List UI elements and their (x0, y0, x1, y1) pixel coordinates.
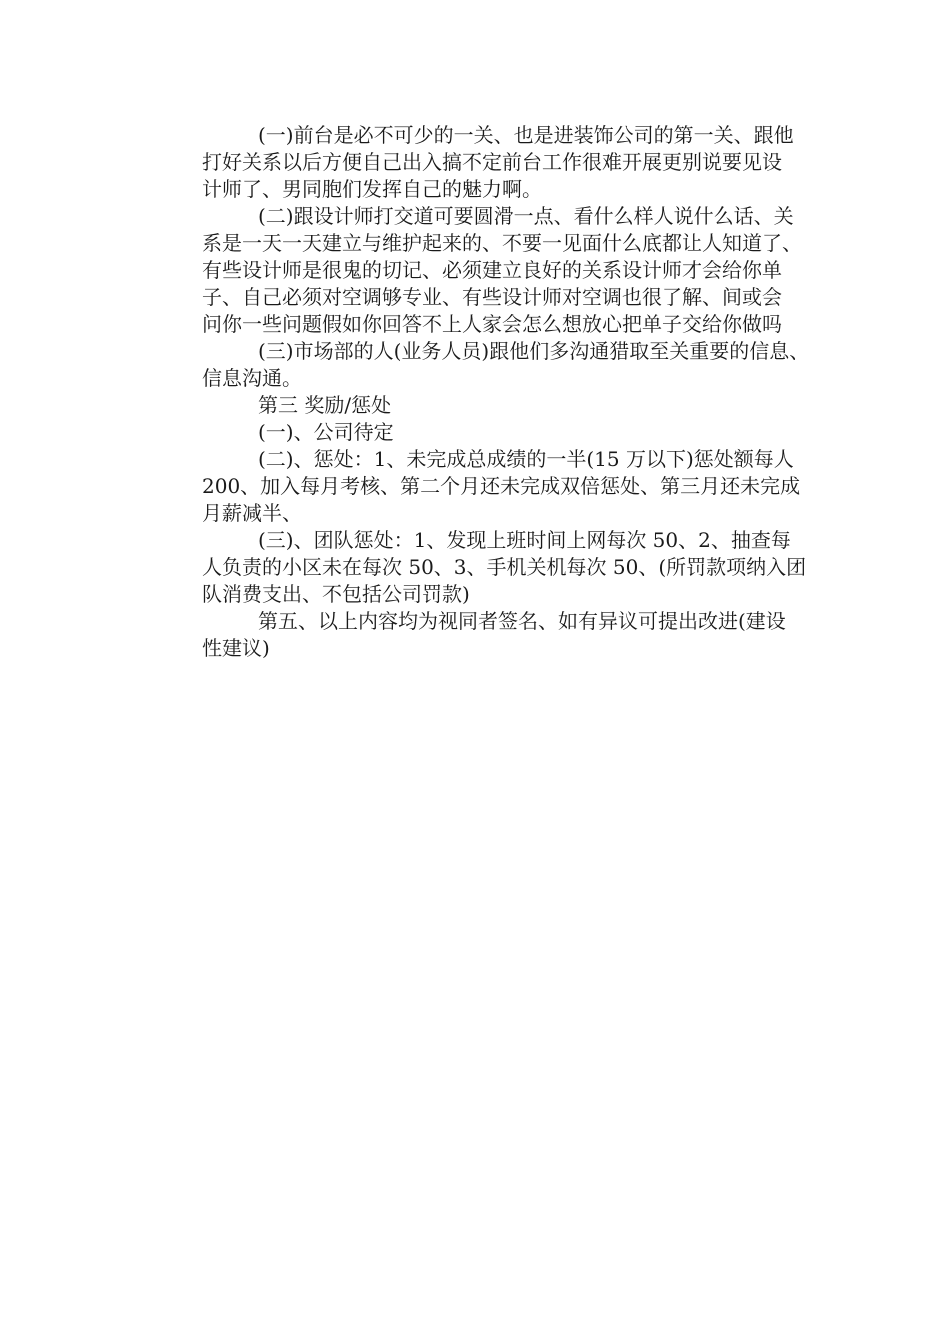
text-line: 第五、以上内容均为视同者签名、如有异议可提出改进(建设 (258, 609, 786, 633)
section-heading-rewards (146, 392, 818, 419)
text-line: 200、加入每月考核、第二个月还未完成双倍惩处、第三月还未完成 (202, 474, 801, 498)
text-line: 系是一天一天建立与维护起来的、不要一见面什么底都让人知道了、 (202, 231, 802, 255)
paragraph-fifth (146, 608, 818, 662)
section-heading: 第三 奖励/惩处 (258, 393, 392, 417)
paragraph-market-dept (146, 338, 818, 392)
text-line: 打好关系以后方便自己出入搞不定前台工作很难开展更别说要见设 (202, 150, 782, 174)
text-line: 人负责的小区未在每次 50、3、手机关机每次 50、(所罚款项纳入团 (202, 555, 807, 579)
paragraph-company-tbd (146, 419, 818, 446)
text-line: 队消费支出、不包括公司罚款) (202, 582, 470, 606)
text-line: 性建议) (202, 636, 270, 660)
text-line: (二)跟设计师打交道可要圆滑一点、看什么样人说什么话、关 (258, 204, 794, 228)
text-line: 子、自己必须对空调够专业、有些设计师对空调也很了解、间或会 (202, 285, 782, 309)
paragraph-penalty (146, 446, 818, 527)
paragraph-reception (146, 122, 818, 203)
text-line: (三)、团队惩处：1、发现上班时间上网每次 50、2、抽查每 (258, 528, 791, 552)
text-line: (二)、惩处：1、未完成总成绩的一半(15 万以下)惩处额每人 (258, 447, 794, 471)
text-line: 月薪减半、 (202, 501, 302, 525)
text-line: (三)市场部的人(业务人员)跟他们多沟通猎取至关重要的信息、 (258, 339, 810, 363)
text-line: 问你一些问题假如你回答不上人家会怎么想放心把单子交给你做吗 (202, 312, 782, 336)
text-line: 信息沟通。 (202, 366, 302, 390)
text-line: (一)前台是必不可少的一关、也是进装饰公司的第一关、跟他 (258, 123, 794, 147)
text-line: 有些设计师是很鬼的切记、必须建立良好的关系设计师才会给你单 (202, 258, 782, 282)
text-line: (一)、公司待定 (258, 420, 394, 444)
text-line: 计师了、男同胞们发挥自己的魅力啊。 (202, 177, 542, 201)
paragraph-designers (146, 203, 818, 338)
paragraph-team-penalty (146, 527, 818, 608)
document-body (146, 122, 818, 662)
